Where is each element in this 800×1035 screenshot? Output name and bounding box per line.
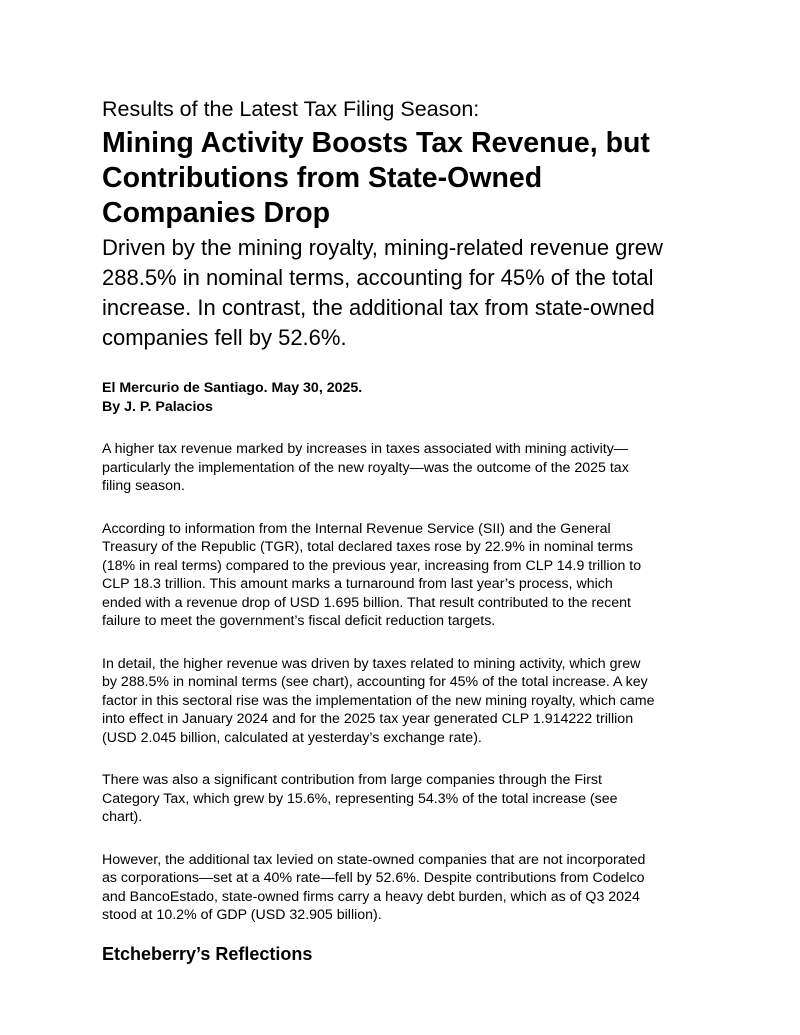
paragraph-line: particularly the implementation of the new royalty—was the outcome of the 2025 tax (102, 459, 629, 476)
headline-line: Companies Drop (102, 197, 331, 229)
article-dek (102, 233, 702, 353)
paragraph-line: (USD 2.045 billion, calculated at yesterday’s exchange rate). (102, 729, 482, 746)
paragraph-line: as corporations—set at a 40% rate—fell by 52.6%. Despite contributions from Codelco (102, 870, 645, 886)
headline-line: Contributions from State-Owned (102, 162, 543, 194)
body-paragraph (102, 655, 702, 748)
dateline: El Mercurio de Santiago. May 30, 2025. (102, 380, 363, 396)
paragraph-line: into effect in January 2024 and for the 2025 tax year generated CLP 1.914222 trillion (102, 711, 634, 727)
paragraph-line: by 288.5% in nominal terms (see chart), accounting for 45% of the total increase. A key (102, 674, 648, 690)
paragraph-line: CLP 18.3 trillion. This amount marks a turnaround from last year’s process, which (102, 576, 613, 592)
byline (102, 379, 702, 417)
paragraph-line: Category Tax, which grew by 15.6%, representing 54.3% of the total increase (see (102, 790, 618, 807)
paragraph-line: stood at 10.2% of GDP (USD 32.905 billion). (102, 907, 382, 923)
dek-line: companies fell by 52.6%. (102, 325, 347, 350)
paragraph-line: A higher tax revenue marked by increases in taxes associated with mining activity— (102, 441, 628, 457)
paragraph-line: chart). (102, 809, 143, 825)
dek-line: 288.5% in nominal terms, accounting for 45% of the total (102, 265, 654, 290)
body-paragraph (102, 771, 702, 827)
paragraph-line: ended with a revenue drop of USD 1.695 billion. That result contributed to the recent (102, 594, 631, 611)
paragraph-line: However, the additional tax levied on state-owned companies that are not incorporated (102, 851, 646, 868)
paragraph-line: filing season. (102, 478, 185, 494)
headline-line: Mining Activity Boosts Tax Revenue, but (102, 127, 650, 159)
paragraph-line: According to information from the Internal Revenue Service (SII) and the General (102, 520, 611, 537)
paragraph-line: and BancoEstado, state-owned firms carry a heavy debt burden, which as of Q3 2024 (102, 888, 640, 905)
article-kicker: Results of the Latest Tax Filing Season: (102, 97, 480, 121)
article-headline (102, 126, 702, 231)
dek-line: increase. In contrast, the additional tax from state-owned (102, 295, 655, 320)
body-paragraph (102, 851, 702, 925)
article (102, 96, 702, 965)
paragraph-line: factor in this sectoral rise was the implementation of the new mining royalty, which came (102, 692, 655, 709)
dek-line: Driven by the mining royalty, mining-related revenue grew (102, 235, 663, 260)
paragraph-line: (18% in real terms) compared to the previous year, increasing from CLP 14.9 trillion to (102, 557, 642, 574)
paragraph-line: failure to meet the government’s fiscal deficit reduction targets. (102, 613, 496, 629)
author: By J. P. Palacios (102, 399, 213, 415)
paragraph-line: There was also a significant contribution from large companies through the First (102, 772, 602, 788)
section-subhead: Etcheberry’s Reflections (102, 943, 313, 964)
body-paragraph (102, 520, 702, 631)
paragraph-line: In detail, the higher revenue was driven by taxes related to mining activity, which grew (102, 655, 641, 672)
body-paragraph (102, 440, 702, 496)
paragraph-line: Treasury of the Republic (TGR), total declared taxes rose by 22.9% in nominal terms (102, 539, 633, 555)
